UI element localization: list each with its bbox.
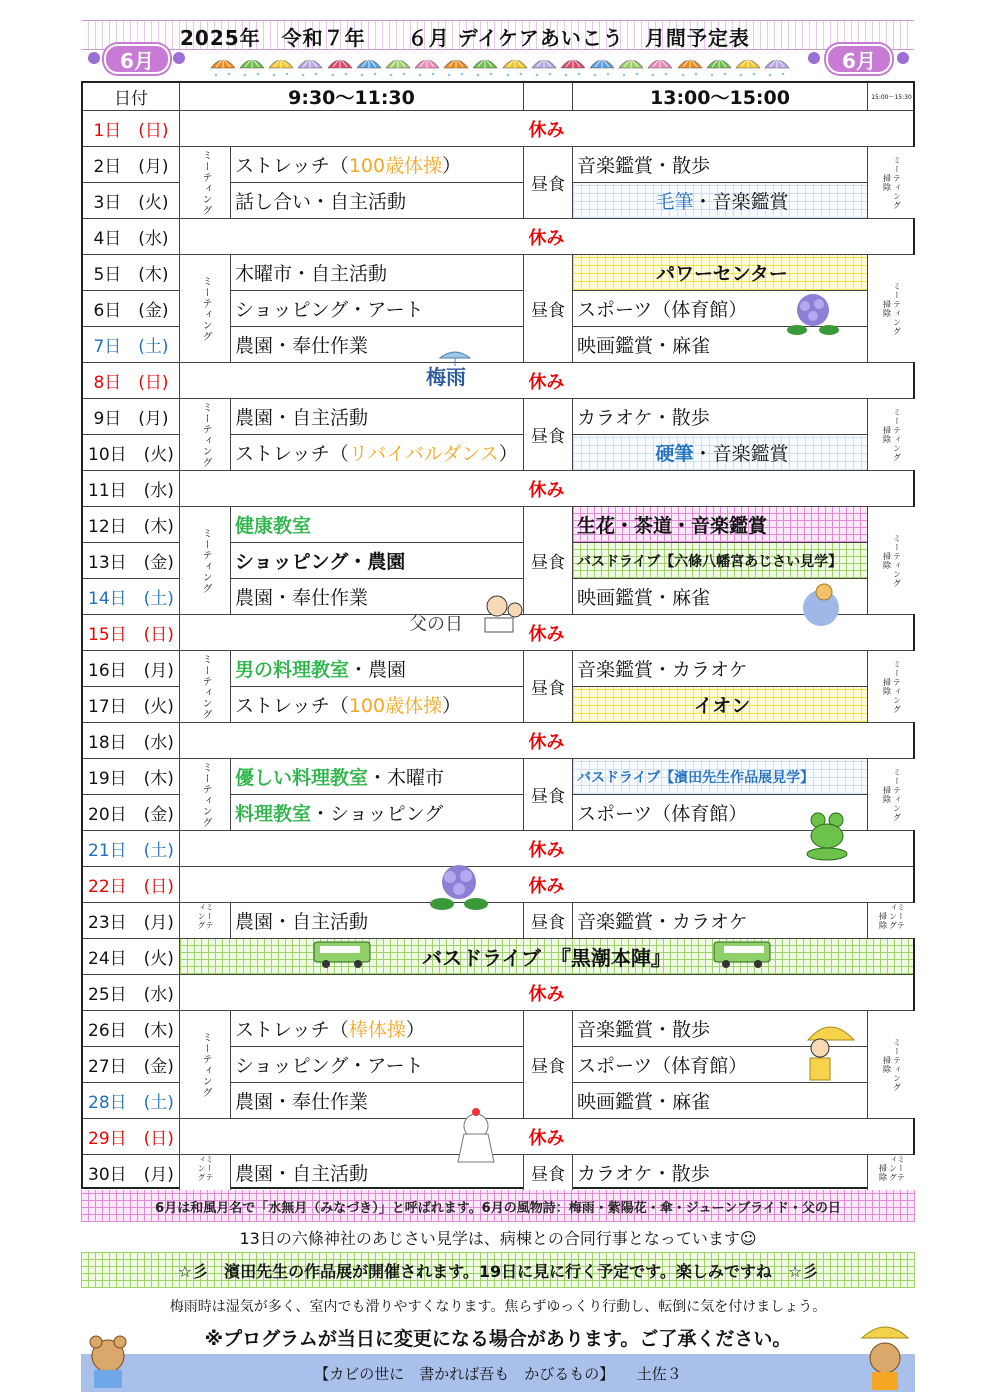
- hydrangea-icon: [428, 862, 490, 914]
- morning-activity: [231, 1011, 524, 1046]
- tsuyu-text: 梅雨: [426, 365, 466, 388]
- hydrangea-icon: [785, 290, 841, 340]
- meeting-cell: [180, 255, 231, 362]
- footer-note-change: ※プログラムが当日に変更になる場合があります。ご了承ください。: [204, 1327, 792, 1350]
- morning-activity: [231, 435, 524, 470]
- activity-text: 音楽鑑賞・散歩: [577, 155, 711, 177]
- cleaning-meeting-cell: [868, 1011, 915, 1118]
- date-cell: 26日 (木): [83, 1011, 180, 1046]
- activity-text: スポーツ（体育館）: [577, 803, 748, 825]
- cleaning-label: 掃除: [882, 785, 892, 804]
- lunch-cell: [524, 903, 573, 938]
- meeting-cell: [180, 507, 231, 614]
- activity-text: ・音楽鑑賞: [693, 443, 789, 465]
- rest-label: 休み: [528, 839, 565, 861]
- activity-text: ストレッチ（: [235, 443, 349, 465]
- afternoon-activity: [573, 435, 868, 470]
- activity-text: 農園・奉仕作業: [235, 335, 369, 357]
- date-cell: 16日 (月): [83, 651, 180, 686]
- bus-icon-left: [312, 938, 372, 968]
- activity-text: ・農園: [349, 659, 407, 681]
- activity-text: 話し合い・自主活動: [235, 191, 407, 213]
- umbrella-row: [210, 56, 790, 78]
- date-cell: 9日 (月): [83, 399, 180, 434]
- cleaning-label: 掃除: [882, 173, 892, 192]
- activity-text: 農園・自主活動: [235, 407, 369, 429]
- activity-text: 農園・奉仕作業: [235, 587, 369, 609]
- meeting-cell: [180, 759, 231, 830]
- tsuyu-rain-icon: [420, 346, 490, 388]
- activity-text: スポーツ（体育館）: [577, 1055, 748, 1077]
- table-row: [83, 471, 913, 507]
- date-cell: 18日 (水): [83, 723, 180, 758]
- date-cell: 8日 (日): [83, 363, 180, 398]
- footer-senryu: 【カビの世に 書かれば吾も かびるもの】 土佐３: [81, 1354, 915, 1392]
- afternoon-activity: [573, 903, 868, 938]
- umbrella-icon: [502, 56, 528, 78]
- date-cell: 23日 (月): [83, 903, 180, 938]
- umbrella-icon: [268, 56, 294, 78]
- date-cell: 7日 (土): [83, 327, 180, 362]
- cleaning-meeting-cell: [868, 1155, 915, 1190]
- activity-text: 健康教室: [235, 515, 312, 537]
- header-afternoon-small: 15:00～15:30: [871, 94, 912, 101]
- activity-text: 音楽鑑賞・カラオケ: [577, 659, 748, 681]
- table-row: [83, 831, 913, 867]
- afternoon-activity: [573, 543, 868, 578]
- meeting-label: ミーティング: [200, 761, 211, 828]
- meeting-label: ミーティング: [200, 149, 211, 216]
- activity-text: 100歳体操: [348, 155, 443, 177]
- header-morning: 9:30～11:30: [180, 83, 524, 110]
- umbrella-icon: [210, 56, 236, 78]
- date-cell: 5日 (木): [83, 255, 180, 290]
- fathers-day-text: 父の日: [409, 614, 463, 635]
- lunch-label: 昼食: [531, 301, 565, 321]
- lunch-label: 昼食: [531, 679, 565, 699]
- activity-text: ）: [442, 155, 462, 177]
- meeting-label: ミーティング: [200, 527, 211, 594]
- lunch-cell: [524, 399, 573, 470]
- morning-activity: [231, 543, 524, 578]
- cleaning-label: 掃除: [882, 551, 892, 570]
- date-cell: 6日 (金): [83, 291, 180, 326]
- month-badge-left: 6月: [104, 44, 170, 74]
- activity-text: ）: [405, 1019, 425, 1041]
- afternoon-activity: [573, 1083, 868, 1118]
- activity-text: ストレッチ（: [235, 695, 349, 717]
- activity-text: ショッピング・アート: [235, 1055, 424, 1077]
- morning-activity: [231, 1047, 524, 1082]
- date-cell: 28日 (土): [83, 1083, 180, 1118]
- umbrella-icon: [472, 56, 498, 78]
- meeting-cell: [180, 903, 231, 938]
- month-badge-right: 6月: [826, 44, 892, 74]
- morning-activity: [231, 183, 524, 218]
- afternoon-activity: [573, 183, 868, 218]
- activity-text: 100歳体操: [348, 695, 443, 717]
- meeting-label: ミーティング: [197, 1155, 214, 1182]
- date-cell: 4日 (水): [83, 219, 180, 254]
- rest-label: 休み: [528, 371, 565, 393]
- meeting-label: ミーティング: [888, 903, 906, 930]
- date-cell: 3日 (火): [83, 183, 180, 218]
- date-cell: 12日 (木): [83, 507, 180, 542]
- meeting-label: ミーティング: [200, 653, 211, 720]
- umbrella-icon: [327, 56, 353, 78]
- activity-text: スポーツ（体育館）: [577, 299, 748, 321]
- lunch-label: 昼食: [531, 913, 565, 933]
- table-row: [83, 1119, 913, 1155]
- rest-label: 休み: [528, 875, 565, 897]
- morning-activity: [231, 147, 524, 182]
- meeting-label: ミーティング: [197, 903, 214, 930]
- cleaning-meeting-cell: [868, 759, 915, 830]
- activity-text: ・木曜市: [368, 767, 445, 789]
- cleaning-meeting-cell: [868, 903, 915, 938]
- date-cell: 21日 (土): [83, 831, 180, 866]
- lunch-cell: [524, 255, 573, 362]
- header-afternoon: 13:00～15:00: [573, 83, 868, 110]
- table-row: [83, 111, 913, 147]
- date-cell: 25日 (水): [83, 975, 180, 1010]
- meeting-label: ミーティング: [888, 1155, 906, 1182]
- activity-text: 音楽鑑賞・カラオケ: [577, 911, 748, 933]
- table-row: [83, 363, 913, 399]
- rest-label: 休み: [528, 623, 565, 645]
- bus-icon-right: [712, 938, 772, 968]
- morning-activity: [231, 687, 524, 722]
- lunch-cell: [524, 507, 573, 614]
- activity-text: 映画鑑賞・麻雀: [577, 335, 711, 357]
- date-cell: 24日 (火): [83, 939, 180, 974]
- lunch-label: 昼食: [531, 787, 565, 807]
- date-cell: 27日 (金): [83, 1047, 180, 1082]
- activity-text: 料理教室: [235, 803, 312, 825]
- umbrella-icon: [414, 56, 440, 78]
- rest-label: 休み: [528, 1127, 565, 1149]
- lunch-cell: [524, 651, 573, 722]
- date-cell: 14日 (土): [83, 579, 180, 614]
- umbrella-icon: [706, 56, 732, 78]
- meeting-label: ミーティング: [892, 533, 902, 588]
- hydrangea-icon: [808, 52, 820, 64]
- date-cell: 17日 (火): [83, 687, 180, 722]
- header-lunch-blank: [524, 83, 573, 110]
- table-header-row: [83, 83, 913, 111]
- lunch-label: 昼食: [531, 427, 565, 447]
- activity-text: パワーセンター: [656, 263, 788, 285]
- fathers-day-icon: [405, 588, 525, 638]
- lunch-cell: [524, 1011, 573, 1118]
- activity-text: 硬筆: [655, 443, 694, 465]
- meeting-label: ミーティング: [892, 407, 902, 462]
- meeting-label: ミーティング: [200, 275, 211, 342]
- lunch-cell: [524, 1155, 573, 1190]
- teru-teru-bozu-icon: [456, 1108, 496, 1164]
- rest-label: 休み: [528, 479, 565, 501]
- snail-hydrangea-icon: [794, 578, 848, 630]
- morning-activity: [231, 795, 524, 830]
- umbrella-icon: [385, 56, 411, 78]
- cleaning-meeting-cell: [868, 507, 915, 614]
- table-row: [83, 867, 913, 903]
- rest-label: 休み: [528, 983, 565, 1005]
- date-cell: 10日 (火): [83, 435, 180, 470]
- table-row: [83, 975, 913, 1011]
- activity-text: バスドライブ【六條八幡宮あじさい見学】: [577, 553, 843, 570]
- activity-text: リバイバルダンス: [348, 443, 499, 465]
- afternoon-activity: [573, 147, 868, 182]
- umbrella-icon: [297, 56, 323, 78]
- meeting-label: ミーティング: [892, 281, 902, 336]
- bear-icon-left: [84, 1322, 132, 1392]
- activity-text: 男の料理教室: [235, 659, 350, 681]
- activity-text: ストレッチ（: [235, 155, 349, 177]
- lunch-label: 昼食: [531, 1165, 565, 1185]
- umbrella-icon: [677, 56, 703, 78]
- meeting-label: ミーティング: [200, 1031, 211, 1098]
- rest-label: 休み: [528, 227, 565, 249]
- activity-text: バスドライブ【濱田先生作品展見学】: [577, 769, 815, 786]
- table-row: [83, 219, 913, 255]
- meeting-cell: [180, 147, 231, 218]
- activity-text: 優しい料理教室: [235, 767, 369, 789]
- date-cell: 1日 (日): [83, 111, 180, 146]
- lunch-cell: [524, 147, 573, 218]
- activity-text: 農園・自主活動: [235, 911, 369, 933]
- afternoon-activity: [573, 759, 868, 794]
- date-cell: 11日 (水): [83, 471, 180, 506]
- umbrella-icon: [589, 56, 615, 78]
- cleaning-label: 掃除: [882, 677, 892, 696]
- rest-label: 休み: [528, 731, 565, 753]
- umbrella-icon: [618, 56, 644, 78]
- activity-text: ストレッチ（: [235, 1019, 349, 1041]
- morning-activity: [231, 291, 524, 326]
- afternoon-activity: [573, 255, 868, 290]
- footer-note-hydrangea: 13日の六條神社のあじさい見学は、病棟との合同行事となっています☺: [239, 1228, 757, 1248]
- activity-text: ショッピング・農園: [235, 551, 406, 573]
- lunch-cell: [524, 759, 573, 830]
- footer-note-exhibition: ☆彡 濱田先生の作品展が開催されます。19日に見に行く予定です。楽しみですね ☆彡: [81, 1252, 915, 1288]
- date-cell: 2日 (月): [83, 147, 180, 182]
- table-row: [83, 939, 913, 975]
- meeting-label: ミーティング: [892, 155, 902, 210]
- frog-icon: [804, 810, 850, 862]
- activity-text: 映画鑑賞・麻雀: [577, 1091, 711, 1113]
- activity-text: 毛筆: [655, 191, 694, 213]
- date-cell: 29日 (日): [83, 1119, 180, 1154]
- activity-text: 農園・奉仕作業: [235, 1091, 369, 1113]
- footer-note-safety: 梅雨時は湿気が多く、室内でも滑りやすくなります。焦らずゆっくり行動し、転倒に気を付けましょう。: [169, 1299, 827, 1315]
- girl-umbrella-icon: [798, 1018, 856, 1084]
- morning-activity: [231, 507, 524, 542]
- cleaning-label: 掃除: [878, 911, 888, 930]
- activity-text: カラオケ・散歩: [577, 407, 710, 429]
- meeting-cell: [180, 651, 231, 722]
- cleaning-label: 掃除: [882, 425, 892, 444]
- meeting-label: ミーティング: [892, 1037, 902, 1092]
- umbrella-icon: [356, 56, 382, 78]
- footer-note-month: 6月は和風月名で「水無月（みなづき）」と呼ばれます。6月の風物詩：梅雨・紫陽花・傘・ジューンブライド・父の日: [81, 1190, 915, 1222]
- meeting-label: ミーティング: [892, 767, 902, 822]
- afternoon-activity: [573, 507, 868, 542]
- afternoon-activity: [573, 651, 868, 686]
- umbrella-icon: [647, 56, 673, 78]
- lunch-label: 昼食: [531, 1057, 565, 1077]
- hydrangea-icon: [897, 52, 909, 64]
- hydrangea-icon: [173, 52, 185, 64]
- umbrella-icon: [764, 56, 790, 78]
- morning-activity: [231, 759, 524, 794]
- afternoon-activity: [573, 1155, 868, 1190]
- header-date: 日付: [83, 83, 180, 110]
- activity-text: カラオケ・散歩: [577, 1163, 710, 1185]
- activity-text: 音楽鑑賞・散歩: [577, 1019, 711, 1041]
- activity-text: 木曜市・自主活動: [235, 263, 388, 285]
- umbrella-icon: [443, 56, 469, 78]
- activity-text: ）: [498, 443, 518, 465]
- hydrangea-icon: [88, 52, 100, 64]
- meeting-cell: [180, 399, 231, 470]
- table-row: [83, 723, 913, 759]
- rest-label: 休み: [528, 119, 565, 141]
- date-cell: 30日 (月): [83, 1155, 180, 1190]
- cleaning-meeting-cell: [868, 651, 915, 722]
- lunch-label: 昼食: [531, 553, 565, 573]
- date-cell: 19日 (木): [83, 759, 180, 794]
- meeting-cell: [180, 1011, 231, 1118]
- umbrella-icon: [239, 56, 265, 78]
- bus-drive-cell: バスドライブ 『黒潮本陣』: [180, 939, 913, 974]
- cleaning-label: 掃除: [882, 299, 892, 318]
- cleaning-meeting-cell: [868, 255, 915, 362]
- lunch-label: 昼食: [531, 175, 565, 195]
- morning-activity: [231, 651, 524, 686]
- meeting-label: ミーティング: [200, 401, 211, 468]
- date-cell: 13日 (金): [83, 543, 180, 578]
- activity-text: ショッピング・アート: [235, 299, 424, 321]
- cleaning-label: 掃除: [878, 1163, 888, 1182]
- page-title: 2025年 令和７年 ６月 デイケアあいこう 月間予定表: [180, 26, 750, 50]
- meeting-cell: [180, 1155, 231, 1190]
- umbrella-icon: [560, 56, 586, 78]
- umbrella-icon: [531, 56, 557, 78]
- date-cell: 20日 (金): [83, 795, 180, 830]
- morning-activity: [231, 255, 524, 290]
- morning-activity: [231, 399, 524, 434]
- cleaning-meeting-cell: [868, 399, 915, 470]
- activity-text: ・ショッピング: [311, 803, 444, 825]
- date-cell: 22日 (日): [83, 867, 180, 902]
- cleaning-meeting-cell: [868, 147, 915, 218]
- cleaning-label: 掃除: [882, 1055, 892, 1074]
- activity-text: ・音楽鑑賞: [693, 191, 789, 213]
- date-cell: 15日 (日): [83, 615, 180, 650]
- afternoon-activity: [573, 399, 868, 434]
- activity-text: イオン: [693, 695, 751, 717]
- activity-text: 農園・自主活動: [235, 1163, 369, 1185]
- activity-text: 棒体操: [348, 1019, 406, 1041]
- activity-text: 映画鑑賞・麻雀: [577, 587, 711, 609]
- bear-icon-right: [858, 1320, 912, 1392]
- activity-text: 生花・茶道・音楽鑑賞: [577, 515, 768, 537]
- meeting-label: ミーティング: [892, 659, 902, 714]
- activity-text: ）: [442, 695, 462, 717]
- umbrella-icon: [735, 56, 761, 78]
- afternoon-activity: [573, 687, 868, 722]
